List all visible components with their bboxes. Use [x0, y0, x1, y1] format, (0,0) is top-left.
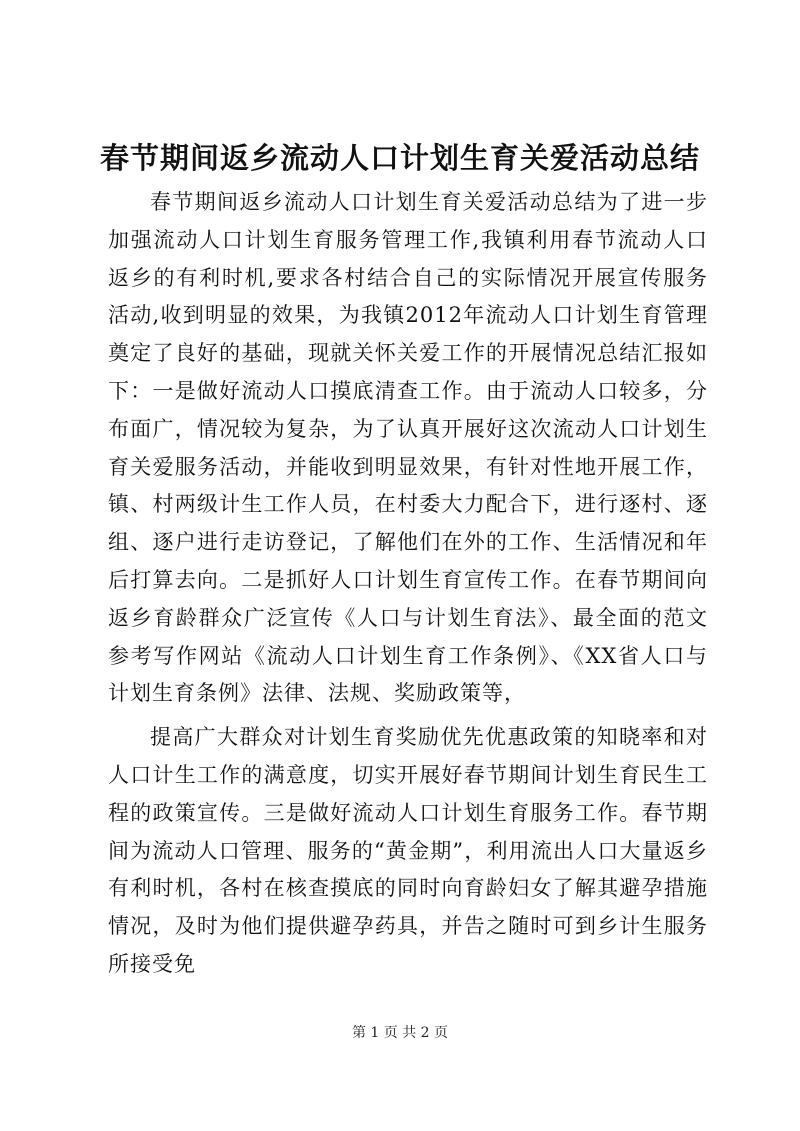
page-number-footer: 第 1 页 共 2 页 — [351, 1025, 449, 1041]
document-body — [108, 184, 708, 984]
document-title: 春节期间返乡流动人口计划生育关爱活动总结 — [99, 141, 700, 175]
body-paragraph-2: 提高广大群众对计划生育奖励优先优惠政策的知晓率和对人口计生工作的满意度，切实开展好春节期间计划生育民生工程的政策宣传。三是做好流动人口计划生育服务工作。春节期间为流动人口管理、服务的“黄金期”，利用流出人口大量返乡有利时机，各村在核查摸底的同时向育龄妇女了解其避孕措施情况，及时为他们提供避孕药具，并告之随时可到乡计生服务所接受免 — [108, 725, 708, 976]
body-paragraph-1: 春节期间返乡流动人口计划生育关爱活动总结为了进一步加强流动人口计划生育服务管理工作,我镇利用春节流动人口返乡的有利时机,要求各村结合自己的实际情况开展宣传服务活动,收到明显的效果，为我镇2012年流动人口计划生育管理奠定了良好的基础，现就关怀关爱工作的开展情况总结汇报如下：一是做好流动人口摸底清查工作。由于流动人口较多，分布面广，情况较为复杂，为了认真开展好这次流动人口计划生育关爱服务活动，并能收到明显效果，有针对性地开展工作，镇、村两级计生工作人员，在村委大力配合下，进行逐村、逐组、逐户进行走访登记，了解他们在外的工作、生活情况和年后打算去向。二是抓好人口计划生育宣传工作。在春节期间向返乡育龄群众广泛宣传《人口与计划生育法》、最全面的范文参考写作网站《流动人口计划生育工作条例》、《XX省人口与计划生育条例》法律、法规、奖励政策等， — [108, 190, 708, 706]
